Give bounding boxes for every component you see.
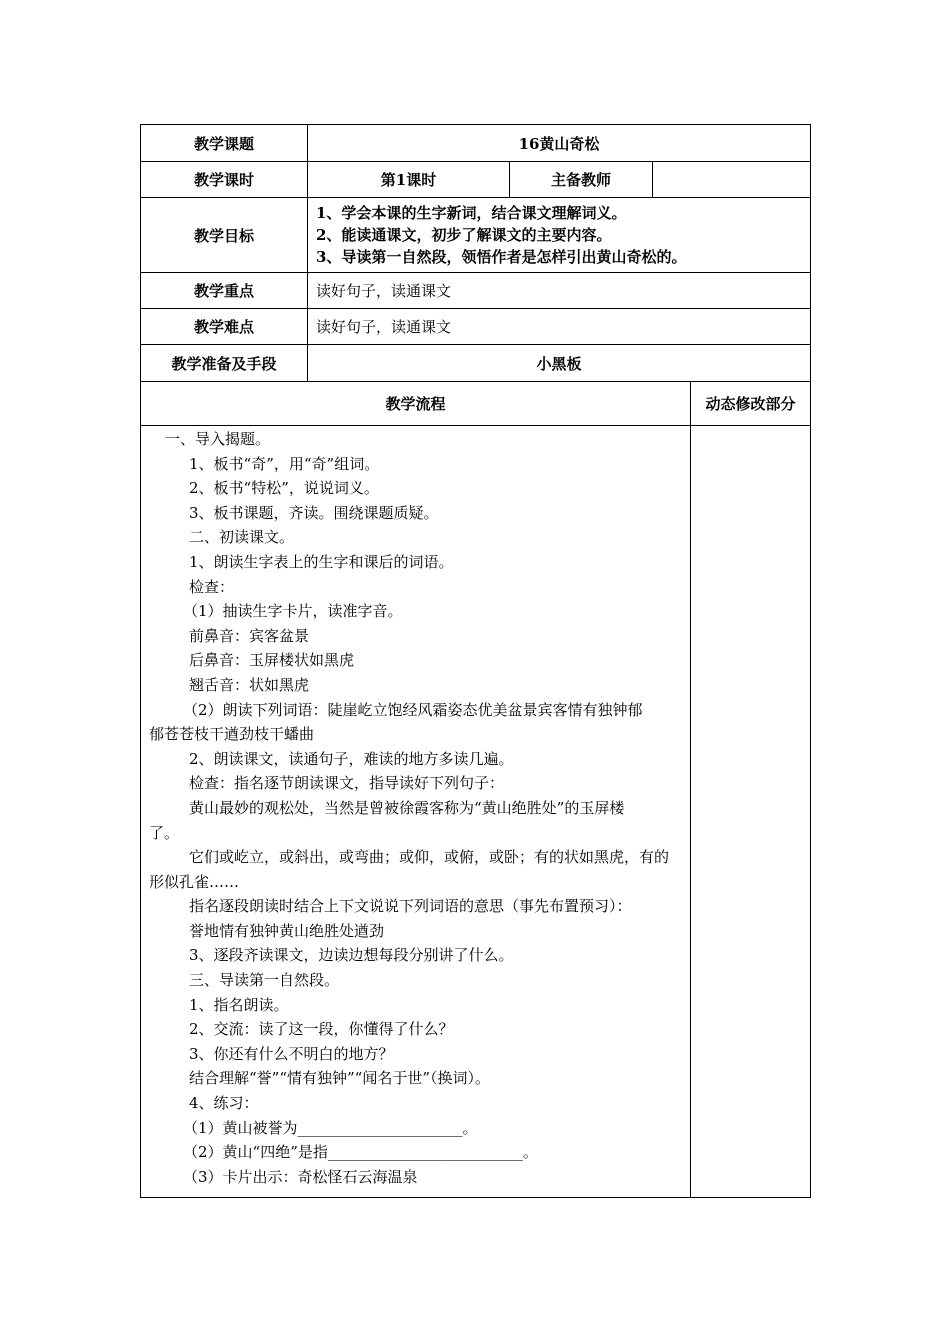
row-focus: [141, 273, 811, 309]
row-topic: [141, 125, 811, 162]
flow-line: 1、指名朗读。: [189, 995, 289, 1014]
flow-line: 翘舌音：状如黑虎: [189, 675, 310, 694]
row-flow-header: [141, 382, 811, 426]
goal-item: 3、导读第一自然段，领悟作者是怎样引出黄山奇松的。: [316, 248, 687, 266]
flow-line: 前鼻音：宾客盆景: [189, 626, 310, 645]
flow-line: 结合理解“誉”“情有独钟”“闻名于世”（换词）。: [189, 1069, 491, 1088]
goal-item: 2、能读通课文，初步了解课文的主要内容。: [316, 226, 612, 244]
flow-line: 3、板书课题，齐读。围绕课题质疑。: [189, 503, 439, 522]
flow-line: 2、板书“特松”，说说词义。: [189, 479, 379, 498]
topic-label: 教学课题: [141, 125, 308, 162]
row-difficulty: [141, 309, 811, 345]
flow-line: （1）抽读生字卡片，读准字音。: [183, 602, 403, 621]
flow-line: （2）朗读下列词语：陡崖屹立饱经风霜姿态优美盆景宾客情有独钟郁: [183, 700, 643, 719]
flow-line: 了。: [149, 823, 180, 842]
lesson-plan-table: [140, 124, 811, 1198]
focus-label: 教学重点: [141, 273, 308, 309]
difficulty-value: 读好句子，读通课文: [308, 309, 811, 345]
flow-line: （1）黄山被誉为______________________。: [183, 1118, 478, 1137]
row-goals: [141, 198, 811, 273]
period-value: 第1课时: [308, 162, 510, 198]
revision-area: [691, 426, 811, 1198]
topic-value: 16黄山奇松: [308, 125, 811, 162]
flow-line: 2、朗读课文，读通句子，难读的地方多读几遍。: [189, 749, 514, 768]
flow-line: 3、你还有什么不明白的地方？: [189, 1044, 394, 1063]
flow-line: 三、导读第一自然段。: [189, 971, 340, 990]
flow-line: 2、交流：读了这一段，你懂得了什么？: [189, 1020, 454, 1039]
flow-line: 形似孔雀……: [149, 872, 240, 891]
goals-list: [308, 198, 811, 273]
flow-line: 检查：: [189, 577, 235, 596]
flow-line: 4、练习：: [189, 1094, 259, 1113]
row-period: [141, 162, 811, 198]
flow-line: 誉地情有独钟黄山绝胜处遒劲: [189, 921, 385, 940]
revision-label: 动态修改部分: [691, 382, 811, 426]
flow-line: （3）卡片出示：奇松怪石云海温泉: [183, 1167, 418, 1186]
difficulty-label: 教学难点: [141, 309, 308, 345]
flow-line: 后鼻音：玉屏楼状如黑虎: [189, 651, 355, 670]
period-label: 教学课时: [141, 162, 308, 198]
teaching-flow: [141, 426, 691, 1198]
flow-line: 3、逐段齐读课文，边读边想每段分别讲了什么。: [189, 946, 514, 965]
prep-value: 小黑板: [308, 345, 811, 382]
goals-label: 教学目标: [141, 198, 308, 273]
flow-line: 检查：指名逐节朗读课文，指导读好下列句子：: [189, 774, 505, 793]
flow-line: （2）黄山“四绝”是指__________________________。: [183, 1143, 538, 1162]
flow-label: 教学流程: [141, 382, 691, 426]
flow-line: 二、初读课文。: [189, 528, 295, 547]
flow-line: 1、朗读生字表上的生字和课后的词语。: [189, 552, 454, 571]
flow-line: 它们或屹立，或斜出，或弯曲；或仰，或俯，或卧；有的状如黑虎，有的: [189, 848, 670, 867]
focus-value: 读好句子，读通课文: [308, 273, 811, 309]
row-flow-body: [141, 426, 811, 1198]
goal-item: 1、学会本课的生字新词，结合课文理解词义。: [316, 204, 627, 222]
flow-line: 1、板书“奇”，用“奇”组词。: [189, 454, 380, 473]
teacher-value: [653, 162, 811, 198]
flow-line: 黄山最妙的观松处，当然是曾被徐霞客称为“黄山绝胜处”的玉屏楼: [189, 798, 625, 817]
flow-line: 郁苍苍枝干遒劲枝干蟠曲: [149, 725, 315, 744]
prep-label: 教学准备及手段: [141, 345, 308, 382]
flow-line: 指名逐段朗读时结合上下文说说下列词语的意思（事先布置预习）：: [189, 897, 632, 916]
row-prep: [141, 345, 811, 382]
teacher-label: 主备教师: [510, 162, 653, 198]
flow-line: 一、导入揭题。: [165, 430, 271, 448]
